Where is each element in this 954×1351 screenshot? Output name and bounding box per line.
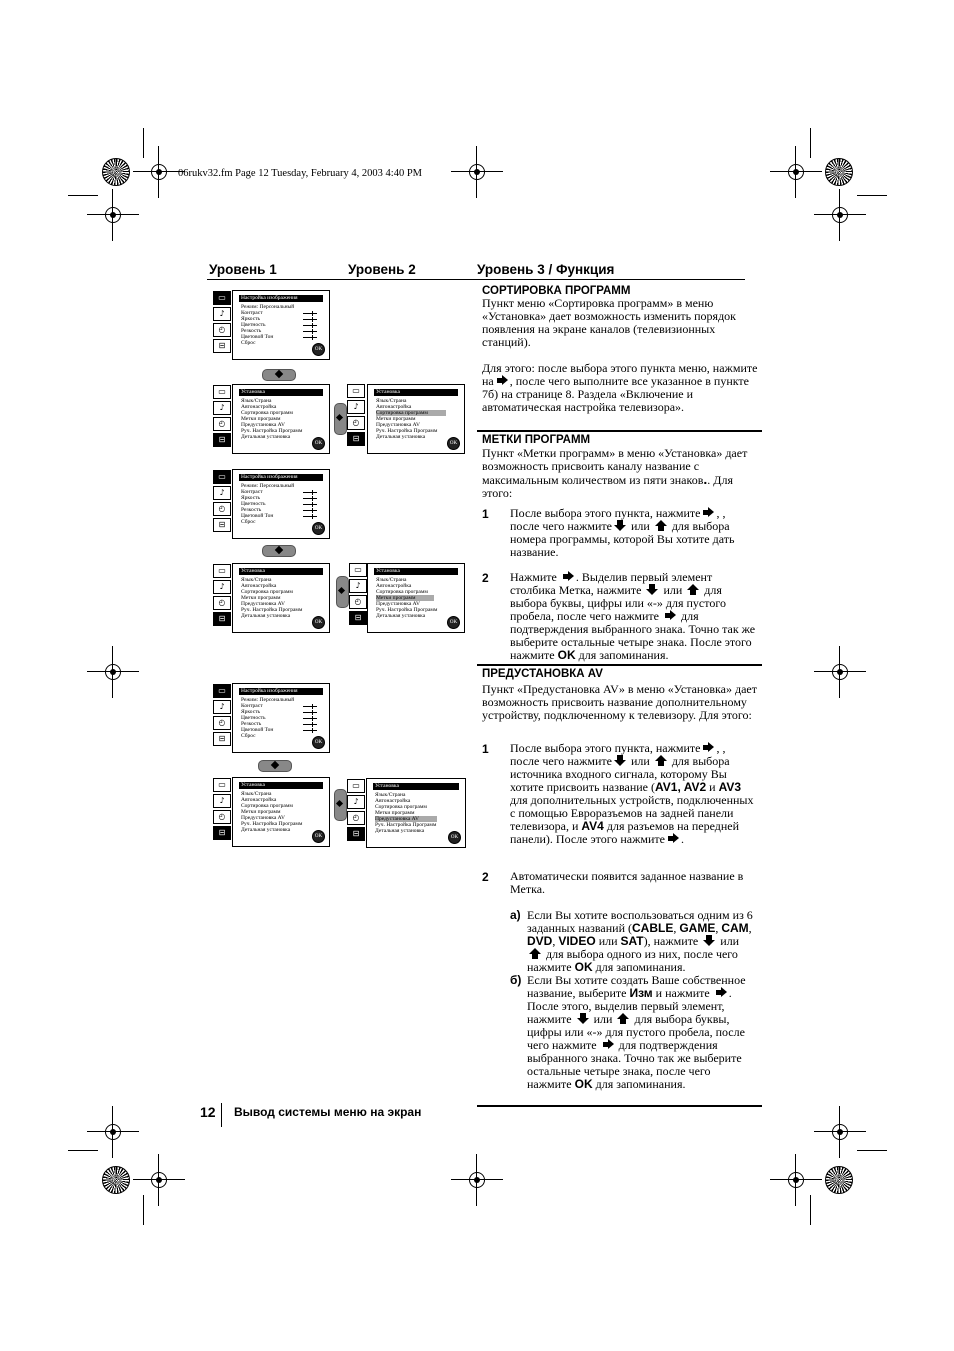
ok-button-icon: OK	[312, 736, 325, 749]
menu-icon-column	[347, 384, 365, 448]
menu-item: Резкость	[241, 328, 262, 334]
menu-item: Контраст	[241, 703, 263, 709]
down-arrow-icon	[646, 584, 658, 595]
menu-item: Яркость	[241, 316, 261, 322]
menu-item: Сортировка программ	[376, 410, 446, 416]
setup-icon: ⊟	[347, 432, 365, 446]
down-arrow-button-icon	[262, 545, 296, 557]
picture-icon: ▭	[349, 563, 367, 577]
menu-item: Автонастройка	[241, 583, 277, 589]
timer-icon: ◴	[213, 323, 231, 337]
menu-item: Детальная установка	[375, 828, 425, 834]
right-arrow-icon	[667, 833, 679, 844]
picture-icon: ▭	[347, 779, 365, 793]
menu-item: Предустановка AV	[241, 601, 285, 607]
picture-icon: ▭	[213, 564, 231, 578]
timer-icon: ◴	[349, 595, 367, 609]
down-arrow-icon	[577, 1013, 589, 1024]
right-arrow-button-icon	[336, 576, 349, 608]
up-arrow-icon	[655, 520, 667, 531]
sound-icon: ♪	[213, 307, 231, 321]
menu-title: Установка	[239, 568, 323, 575]
menu-item: Сброс	[241, 340, 256, 346]
menu-title: Установка	[374, 568, 458, 575]
av-substep-b: Если Вы хотите создать Ваше собственное название, выберите Изм и нажмите . После этого, выделив первый элемент, нажмите или для выбора буквы, цифры или «-» для пустого пробела, после чего нажмите для подтверждения выбранного знака. Точно так же выберите остальные четыре знака, после чего нажмите OK для запоминания.	[527, 973, 746, 1091]
menu-item: Резкость	[241, 721, 262, 727]
crop-mark	[143, 1195, 144, 1225]
level-slider	[303, 325, 317, 326]
menu-item: Автонастройка	[375, 798, 411, 804]
menu-item: Цветность	[241, 501, 266, 507]
menu-icon-column	[213, 385, 231, 449]
right-arrow-icon	[664, 610, 676, 621]
menu-item: Метки программ	[241, 809, 281, 815]
column-level3: Уровень 3 / Функция	[477, 262, 615, 277]
menu-item: Руч. Настройка Программ	[376, 607, 438, 613]
timer-icon: ◴	[347, 811, 365, 825]
labels-step2: Нажмите . Выделив первый элемент столбика Метка, нажмите или для выбора буквы, цифры или «-» для пустого пробела, после чего нажмите для подтверждения выбранного знака. Точно так же выберите остальные четыре знака. После этого нажмите OK для запоминания.	[510, 570, 756, 662]
menu-item: Сортировка программ	[241, 410, 293, 416]
menu-item: Автонастройка	[241, 404, 277, 410]
av-step1: После выбора этого пункта, нажмите , , после чего нажмите или для выбора источника входного сигнала, которому Вы хотите присвоить название (AV1, AV2 и AV3 для дополнительных устройств, подключенных с помощью Евроразъемов на задней панели телевизора, и AV4 для разъемов на передней панели). После этого нажмите .	[510, 741, 754, 846]
up-arrow-icon	[617, 1013, 629, 1024]
menu-item: Предустановка AV	[241, 422, 285, 428]
crosshair-mark	[101, 1120, 125, 1144]
right-arrow-icon	[562, 571, 574, 582]
crop-mark	[68, 195, 98, 196]
crop-mark	[143, 128, 144, 158]
menu-item: Сброс	[241, 519, 256, 525]
menu-item: Сортировка программ	[241, 589, 293, 595]
labels-step1: После выбора этого пункта, нажмите , , после чего нажмите или для выбора номера программы, которой Вы хотите дать название.	[510, 506, 735, 559]
section-labels-title: МЕТКИ ПРОГРАММ	[482, 434, 591, 446]
level-slider	[303, 504, 317, 505]
registration-star-top-left	[102, 158, 130, 186]
sound-icon: ♪	[349, 579, 367, 593]
av-substep-a-label: а)	[510, 908, 521, 922]
tv-menu-screen	[232, 469, 330, 539]
level-slider	[303, 313, 317, 314]
menu-item: Детальная установка	[376, 434, 426, 440]
registration-star-top-right	[825, 158, 853, 186]
level-slider	[303, 706, 317, 707]
setup-icon: ⊟	[213, 612, 231, 626]
menu-item: Руч. Настройка Программ	[241, 607, 303, 613]
menu-item: Детальная установка	[241, 434, 291, 440]
section-rule	[477, 664, 762, 666]
picture-icon: ▭	[213, 385, 231, 399]
level-slider	[303, 730, 317, 731]
down-arrow-button-icon	[262, 369, 296, 381]
ok-button-icon: OK	[312, 343, 325, 356]
menu-item: Язык/Страна	[241, 577, 272, 583]
right-arrow-button-icon	[334, 403, 347, 435]
down-arrow-button-icon	[258, 760, 292, 772]
menu-item: Язык/Страна	[375, 792, 406, 798]
menu-item: Режим: Персональный	[241, 483, 295, 489]
tv-menu-screen	[367, 384, 465, 454]
menu-item: Цветовой Тон	[241, 334, 274, 340]
crosshair-mark	[465, 1168, 489, 1192]
setup-icon: ⊟	[347, 827, 365, 841]
menu-item: Предустановка AV	[241, 815, 285, 821]
down-arrow-icon	[703, 935, 715, 946]
menu-icon-column	[347, 779, 365, 843]
right-arrow-button-icon	[334, 789, 347, 821]
menu-item: Сортировка программ	[241, 803, 293, 809]
setup-icon: ⊟	[213, 518, 231, 532]
tv-menu-screen	[232, 563, 330, 633]
sound-icon: ♪	[213, 486, 231, 500]
menu-icon-column	[349, 563, 367, 627]
crosshair-mark	[784, 160, 808, 184]
menu-item: Метки программ	[241, 595, 281, 601]
section-sort-title: СОРТИРОВКА ПРОГРАММ	[482, 285, 631, 297]
menu-item: Язык/Страна	[241, 398, 272, 404]
menu-item: Язык/Страна	[376, 398, 407, 404]
crop-mark	[810, 128, 811, 158]
menu-icon-column	[213, 778, 231, 842]
menu-item: Сортировка программ	[376, 589, 428, 595]
av-step2: Автоматически появится заданное название в Метка.	[510, 869, 744, 896]
tv-menu-screen	[232, 777, 330, 847]
registration-star-bottom-left	[102, 1166, 130, 1194]
section-sort-p1: Пункт меню «Сортировка программ» в меню «Установка» дает возможность изменить порядок появления на экране каналов (телевизионных станций).	[482, 296, 737, 349]
sound-icon: ♪	[347, 400, 365, 414]
step-number: 1	[482, 742, 489, 756]
setup-icon: ⊟	[213, 433, 231, 447]
timer-icon: ◴	[213, 417, 231, 431]
menu-item: Метки программ	[375, 810, 415, 816]
menu-item: Язык/Страна	[376, 577, 407, 583]
menu-item: Метки программ	[376, 416, 416, 422]
menu-title: Установка	[239, 782, 323, 789]
sound-icon: ♪	[213, 401, 231, 415]
menu-item: Язык/Страна	[241, 791, 272, 797]
ok-button-icon: OK	[448, 831, 461, 844]
sound-icon: ♪	[213, 700, 231, 714]
menu-title: Установка	[373, 783, 459, 790]
menu-item: Предустановка AV	[376, 422, 420, 428]
step-number: 2	[482, 571, 489, 585]
setup-icon: ⊟	[213, 339, 231, 353]
section-av-p1: Пункт «Предустановка AV» в меню «Установка» дает возможность присвоить название дополнительному устройству, подключенному к телевизору. Для этого:	[482, 682, 757, 722]
down-arrow-icon	[614, 755, 626, 766]
right-arrow-icon	[715, 987, 727, 998]
level-slider	[303, 712, 317, 713]
ok-button-icon: OK	[312, 830, 325, 843]
up-arrow-icon	[529, 948, 541, 959]
menu-item: Детальная установка	[241, 613, 291, 619]
ok-button-icon: OK	[447, 616, 460, 629]
picture-icon: ▭	[213, 778, 231, 792]
menu-item: Метки программ	[376, 595, 434, 601]
menu-item: Автонастройка	[376, 404, 412, 410]
menu-item: Контраст	[241, 310, 263, 316]
up-arrow-icon	[687, 584, 699, 595]
timer-icon: ◴	[213, 810, 231, 824]
menu-item: Руч. Настройка Программ	[241, 821, 303, 827]
setup-icon: ⊟	[349, 611, 367, 625]
menu-item: Предустановка AV	[376, 601, 420, 607]
down-arrow-icon	[614, 520, 626, 531]
menu-icon-column	[213, 684, 231, 748]
right-arrow-icon	[702, 742, 714, 753]
menu-item: Резкость	[241, 507, 262, 513]
column-level1: Уровень 1	[209, 262, 277, 277]
menu-title: Настройка изображения	[239, 295, 323, 302]
timer-icon: ◴	[347, 416, 365, 430]
menu-item: Яркость	[241, 495, 261, 501]
menu-icon-column	[213, 470, 231, 534]
crop-mark	[857, 195, 887, 196]
crosshair-mark	[465, 160, 489, 184]
crosshair-mark	[784, 1168, 808, 1192]
level-slider	[303, 724, 317, 725]
crop-mark	[857, 1150, 887, 1151]
section-labels-p1: Пункт «Метки программ» в меню «Установка» дает возможность присвоить каналу название с максимальным количеством из пяти знаков.. Для этого:	[482, 446, 748, 500]
ok-button-icon: OK	[312, 616, 325, 629]
column-level2: Уровень 2	[348, 262, 416, 277]
timer-icon: ◴	[213, 502, 231, 516]
section-rule	[477, 430, 762, 432]
av-substep-b-label: б)	[510, 973, 522, 987]
menu-icon-column	[213, 291, 231, 355]
crop-mark	[810, 1195, 811, 1225]
menu-item: Руч. Настройка Программ	[376, 428, 438, 434]
footer-title: Вывод системы меню на экран	[234, 1105, 422, 1119]
picture-icon: ▭	[213, 470, 231, 484]
crosshair-mark	[828, 1120, 852, 1144]
ok-button-icon: OK	[312, 437, 325, 450]
level-slider	[303, 718, 317, 719]
crosshair-mark	[101, 660, 125, 684]
menu-item: Сортировка программ	[375, 804, 427, 810]
menu-item: Цветность	[241, 715, 266, 721]
section-rule	[477, 1105, 762, 1107]
crosshair-mark	[147, 1168, 171, 1192]
menu-item: Детальная установка	[241, 827, 291, 833]
file-header: 06rukv32.fm Page 12 Tuesday, February 4, 2003 4:40 PM	[178, 168, 423, 179]
tv-menu-screen	[367, 563, 465, 633]
crosshair-mark	[147, 160, 171, 184]
section-av-title: ПРЕДУСТАНОВКА AV	[482, 668, 603, 680]
level-slider	[303, 331, 317, 332]
level-slider	[303, 516, 317, 517]
crosshair-mark	[828, 203, 852, 227]
menu-item: Режим: Персональный	[241, 304, 295, 310]
menu-item: Цветовой Тон	[241, 727, 274, 733]
menu-item: Руч. Настройка Программ	[375, 822, 437, 828]
menu-item: Автонастройка	[241, 797, 277, 803]
ok-button-icon: OK	[312, 522, 325, 535]
sound-icon: ♪	[347, 795, 365, 809]
menu-item: Автонастройка	[376, 583, 412, 589]
right-arrow-icon	[602, 1039, 614, 1050]
level-slider	[303, 498, 317, 499]
menu-item: Метки программ	[241, 416, 281, 422]
level-slider	[303, 337, 317, 338]
section-sort-p2: Для этого: после выбора этого пункта меню, нажмите на , после чего выполните все указанное в пункте 7б) на странице 8. Раздела «Включение и автоматическая настройка телевизора».	[482, 361, 758, 414]
timer-icon: ◴	[213, 716, 231, 730]
menu-item: Сброс	[241, 733, 256, 739]
tv-menu-screen	[232, 384, 330, 454]
menu-item: Цветовой Тон	[241, 513, 274, 519]
registration-star-bottom-right	[825, 1166, 853, 1194]
picture-icon: ▭	[213, 684, 231, 698]
sound-icon: ♪	[213, 794, 231, 808]
menu-item: Яркость	[241, 709, 261, 715]
sound-icon: ♪	[213, 580, 231, 594]
crop-mark	[68, 1150, 98, 1151]
menu-item: Детальная установка	[376, 613, 426, 619]
timer-icon: ◴	[213, 596, 231, 610]
menu-title: Установка	[374, 389, 458, 396]
page-number: 12	[200, 1104, 216, 1120]
menu-title: Настройка изображения	[239, 474, 323, 481]
picture-icon: ▭	[213, 291, 231, 305]
tv-menu-screen	[366, 778, 466, 848]
menu-title: Настройка изображения	[239, 688, 323, 695]
right-arrow-icon	[496, 375, 508, 386]
level-slider	[303, 492, 317, 493]
menu-item: Руч. Настройка Программ	[241, 428, 303, 434]
header-rule	[207, 279, 745, 280]
menu-item: Предустановка AV	[375, 816, 437, 822]
menu-item: Контраст	[241, 489, 263, 495]
step-number: 1	[482, 507, 489, 521]
picture-icon: ▭	[347, 384, 365, 398]
up-arrow-icon	[655, 755, 667, 766]
setup-icon: ⊟	[213, 826, 231, 840]
crosshair-mark	[101, 203, 125, 227]
av-substep-a: Если Вы хотите воспользоваться одним из 6 заданных названий (CABLE, GAME, CAM, DVD, VIDEO или SAT), нажмите или для выбора одного из них, после чего нажмите OK для запоминания.	[527, 908, 753, 974]
setup-icon: ⊟	[213, 732, 231, 746]
menu-icon-column	[213, 564, 231, 628]
footer-divider	[221, 1103, 222, 1127]
right-arrow-icon	[702, 507, 714, 518]
menu-title: Установка	[239, 389, 323, 396]
menu-item: Цветность	[241, 322, 266, 328]
crosshair-mark	[828, 660, 852, 684]
ok-button-icon: OK	[447, 437, 460, 450]
menu-item: Режим: Персональный	[241, 697, 295, 703]
tv-menu-screen	[232, 683, 330, 753]
tv-menu-screen	[232, 290, 330, 360]
step-number: 2	[482, 870, 489, 884]
level-slider	[303, 510, 317, 511]
level-slider	[303, 319, 317, 320]
